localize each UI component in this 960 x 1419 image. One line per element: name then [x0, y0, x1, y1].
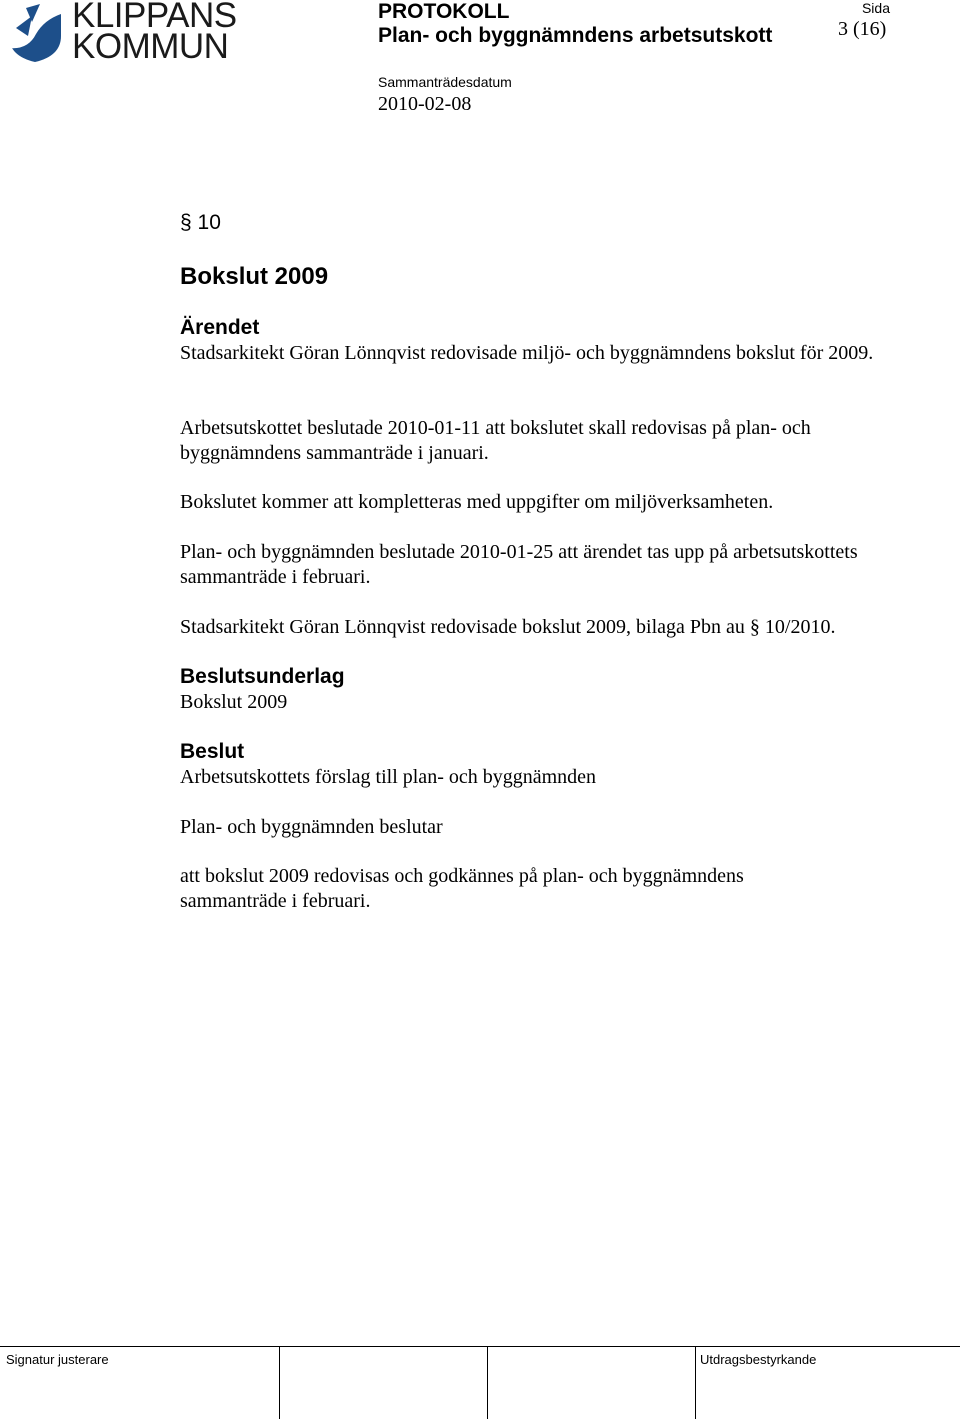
section-number-value: 10: [197, 211, 221, 234]
paragraph: Arbetsutskottet beslutade 2010-01-11 att bokslutet skall redovisas på plan- och byggnämndens sammanträde i januari.: [180, 417, 811, 464]
meeting-date-label: Sammanträdesdatum: [378, 74, 512, 90]
heading-beslutsunderlag: Beslutsunderlag: [180, 665, 345, 688]
signature-label: Signatur justerare: [6, 1352, 109, 1367]
signature-cell: [488, 1347, 696, 1419]
paragraph: Plan- och byggnämnden beslutade 2010-01-25 att ärendet tas upp på arbetsutskottets sammanträde i februari.: [180, 541, 858, 588]
logo-wordmark: [72, 0, 237, 66]
signature-cell: [280, 1347, 488, 1419]
section-number: [180, 210, 221, 236]
paragraph: Bokslut 2009: [180, 691, 288, 713]
signature-cell: [0, 1347, 280, 1419]
paragraph: Stadsarkitekt Göran Lönnqvist redovisade bokslut 2009, bilaga Pbn au § 10/2010.: [180, 616, 836, 638]
page-number: 3 (16): [838, 18, 887, 40]
paragraph: Arbetsutskottets förslag till plan- och byggnämnden: [180, 766, 597, 788]
heading-arendet: Ärendet: [180, 316, 260, 339]
page-title: Bokslut 2009: [180, 263, 329, 290]
municipality-logo: [6, 0, 237, 68]
signature-footer: [0, 1346, 960, 1419]
extract-certification-label: Utdragsbestyrkande: [700, 1352, 817, 1367]
logo-line-2: KOMMUN: [72, 27, 229, 66]
section-symbol: §: [180, 211, 192, 234]
meeting-date: 2010-02-08: [378, 93, 472, 115]
crest-icon: [6, 0, 66, 64]
heading-beslut: Beslut: [180, 740, 245, 763]
paragraph: att bokslut 2009 redovisas och godkännes på plan- och byggnämndens sammanträde i februari.: [180, 865, 744, 912]
body-name: Plan- och byggnämndens arbetsutskott: [378, 24, 773, 47]
paragraph: Stadsarkitekt Göran Lönnqvist redovisade miljö- och byggnämndens bokslut för 2009.: [180, 342, 874, 364]
paragraph: Plan- och byggnämnden beslutar: [180, 816, 443, 838]
paragraph: Bokslutet kommer att kompletteras med uppgifter om miljöverksamheten.: [180, 491, 774, 513]
document-type: PROTOKOLL: [378, 0, 510, 23]
logo-line-1: KLIPPANS: [72, 0, 237, 35]
page-label: Sida: [861, 0, 890, 16]
